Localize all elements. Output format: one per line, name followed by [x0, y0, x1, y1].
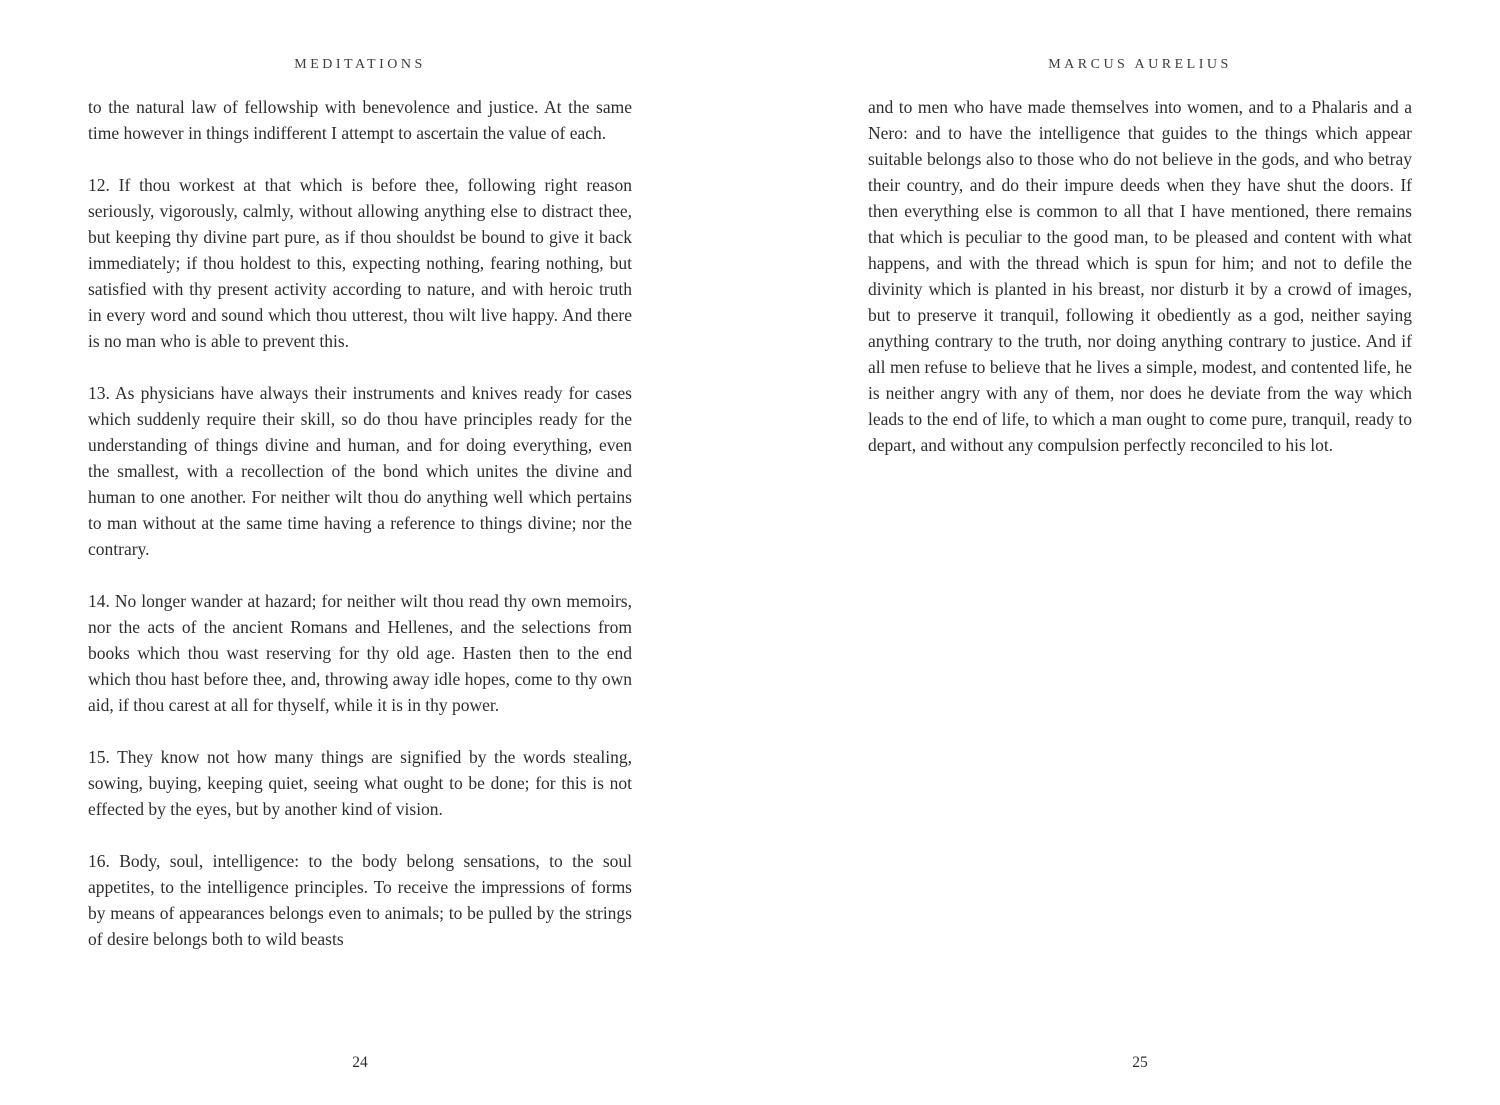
paragraph-12: 12. If thou workest at that which is before thee, following right reason seriously, vigorously, calmly, without allowing anything else to distract thee, but keeping thy divine part pure, as if thou shouldst be bound to give it back immediately; if thou holdest to this, expecting nothing, fearing nothing, but satisfied with thy present activity according to nature, and with heroic truth in every word and sound which thou utterest, thou wilt live happy. And there is no man who is able to prevent this. — [88, 175, 632, 351]
paragraph-15: 15. They know not how many things are signified by the words stealing, sowing, buying, keeping quiet, seeing what ought to be done; for this is not effected by the eyes, but by another kind of vision. — [88, 747, 632, 819]
page-left-body — [88, 94, 632, 952]
page-left-content — [88, 0, 632, 952]
page-number-right: 25 — [1132, 1054, 1148, 1071]
page-right-body — [868, 94, 1412, 458]
page-right — [750, 0, 1500, 1105]
paragraph-continuation: and to men who have made themselves into women, and to a Phalaris and a Nero: and to have the intelligence that guides to the things which appear suitable belongs also to those who do not believe in the gods, and who betray their country, and do their impure deeds when they have shut the doors. If then everything else is common to all that I have mentioned, there remains that which is peculiar to the good man, to be pleased and content with what happens, and with the thread which is spun for him; and not to defile the divinity which is planted in his breast, nor disturb it by a crowd of images, but to preserve it tranquil, following it obediently as a god, neither saying anything contrary to the truth, nor doing anything contrary to justice. And if all men refuse to believe that he lives a simple, modest, and contented life, he is neither angry with any of them, nor does he deviate from the way which leads to the end of life, to which a man ought to come pure, tranquil, ready to depart, and without any compulsion perfectly reconciled to his lot. — [868, 97, 1412, 455]
running-head-left: MEDITATIONS — [294, 57, 426, 72]
paragraph-14: 14. No longer wander at hazard; for neither wilt thou read thy own memoirs, nor the acts of the ancient Romans and Hellenes, and the selections from books which thou wast reserving for thy old age. Hasten then to the end which thou hast before thee, and, throwing away idle hopes, come to thy own aid, if thou carest at all for thyself, while it is in thy power. — [88, 591, 632, 715]
paragraph-13: 13. As physicians have always their instruments and knives ready for cases which suddenly require their skill, so do thou have principles ready for the understanding of things divine and human, and for doing everything, even the smallest, with a recollection of the bond which unites the divine and human to one another. For neither wilt thou do anything well which pertains to man without at the same time having a reference to things divine; nor the contrary. — [88, 383, 632, 559]
running-head-right: MARCUS AURELIUS — [1048, 57, 1232, 72]
page-right-content — [868, 0, 1412, 458]
paragraph-continuation: to the natural law of fellowship with benevolence and justice. At the same time however in things indifferent I attempt to ascertain the value of each. — [88, 97, 632, 143]
paragraph-16: 16. Body, soul, intelligence: to the body belong sensations, to the soul appetites, to the intelligence principles. To receive the impressions of forms by means of appearances belongs even to animals; to be pulled by the strings of desire belongs both to wild beasts — [88, 851, 632, 949]
page-number-left: 24 — [352, 1054, 368, 1071]
